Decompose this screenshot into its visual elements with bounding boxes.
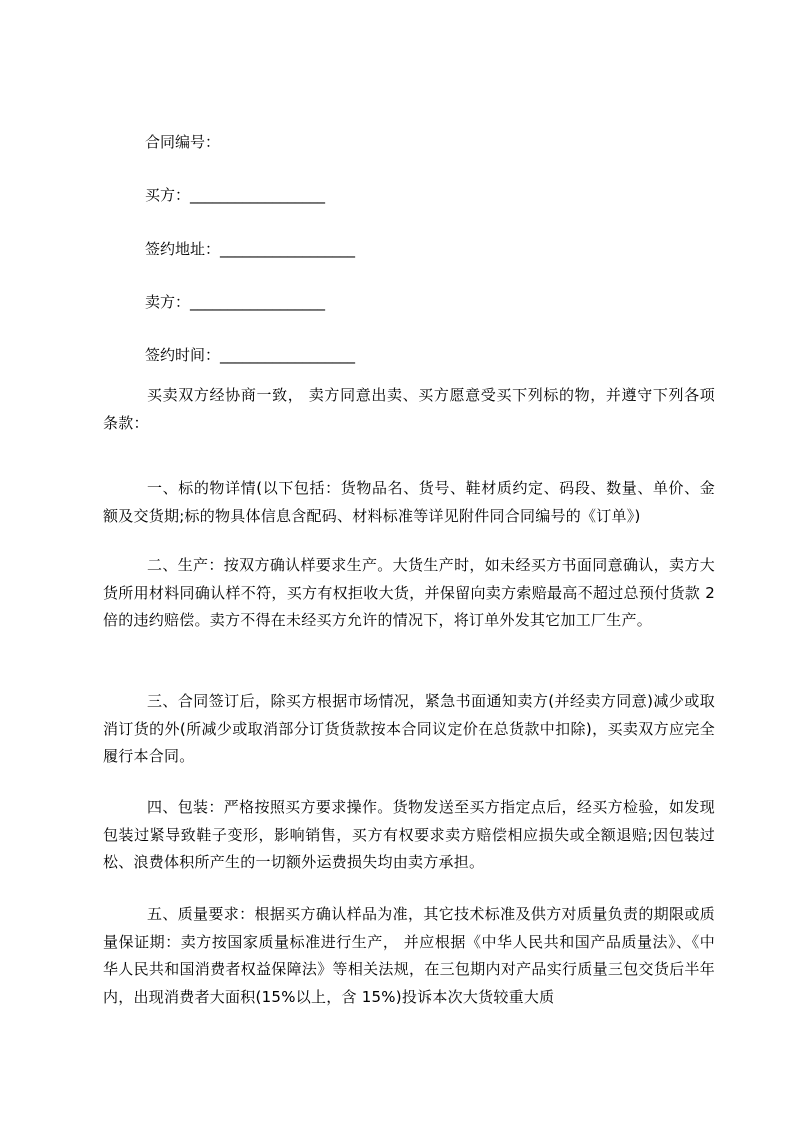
clause-2-paragraph: 二、生产：按双方确认样要求生产。大货生产时，如未经买方书面同意确认，卖方大货所用材料同确认样不符，买方有权拒收大货，并保留向卖方索赔最高不超过总预付货款 2 倍的违约赔偿。卖方不得在未经买方允许的情况下，将订单外发其它加工厂生产。 bbox=[103, 556, 715, 630]
seller-label: 卖方： bbox=[145, 293, 191, 311]
sign-place-blank: __________________ bbox=[220, 240, 356, 258]
contract-number-label: 合同编号： bbox=[145, 133, 221, 151]
contract-number-field bbox=[145, 132, 220, 152]
sign-place-field bbox=[145, 239, 355, 259]
buyer-label: 买方： bbox=[145, 186, 191, 204]
seller-field bbox=[145, 292, 325, 312]
sign-time-label: 签约时间： bbox=[145, 346, 221, 364]
intro-paragraph: 买卖双方经协商一致， 卖方同意出卖、买方愿意受买下列标的物，并遵守下列各项条款： bbox=[103, 386, 715, 432]
buyer-blank: __________________ bbox=[190, 186, 326, 204]
clause-1-paragraph: 一、标的物详情(以下包括：货物品名、货号、鞋材质约定、码段、数量、单价、金额及交货期;标的物具体信息含配码、材料标准等详见附件同合同编号的《订单》) bbox=[103, 479, 715, 525]
clause-4-paragraph: 四、包装：严格按照买方要求操作。货物发送至买方指定点后，经买方检验，如发现包装过紧导致鞋子变形，影响销售，买方有权要求卖方赔偿相应损失或全额退赔;因包装过松、浪费体积所产生的一切额外运费损失均由卖方承担。 bbox=[103, 798, 715, 872]
sign-time-blank: __________________ bbox=[220, 346, 356, 364]
clause-5-paragraph: 五、质量要求：根据买方确认样品为准，其它技术标准及供方对质量负责的期限或质量保证期：卖方按国家质量标准进行生产， 并应根据《中华人民共和国产品质量法》、《中华人民共和国消费者权益保障法》等相关法规，在三包期内对产品实行质量三包交货后半年内，出现消费者大面积(15%以上，含 15%)投诉本次大货较重大质 bbox=[103, 905, 715, 1006]
sign-place-label: 签约地址： bbox=[145, 240, 221, 258]
seller-blank: __________________ bbox=[190, 293, 326, 311]
clause-3-paragraph: 三、合同签订后，除买方根据市场情况，紧急书面通知卖方(并经卖方同意)减少或取消订货的外(所减少或取消部分订货货款按本合同议定价在总货款中扣除)，买卖双方应完全履行本合同。 bbox=[103, 692, 715, 766]
sign-time-field bbox=[145, 345, 355, 365]
buyer-field bbox=[145, 185, 325, 205]
